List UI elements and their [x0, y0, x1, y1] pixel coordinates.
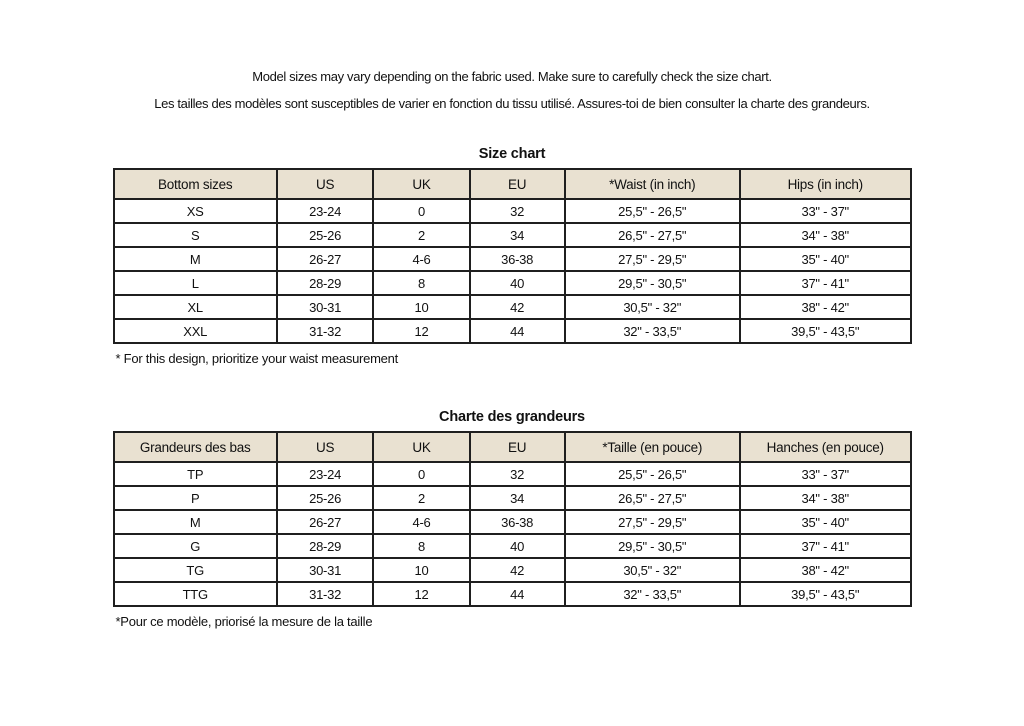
- table-cell: 34: [471, 487, 566, 511]
- table-cell: 38" - 42": [741, 559, 912, 583]
- table-cell: 44: [471, 320, 566, 344]
- table-cell: 42: [471, 559, 566, 583]
- table-cell: 0: [374, 463, 470, 487]
- table-row: [115, 248, 912, 272]
- table-cell: 26-27: [278, 511, 374, 535]
- table-row: [115, 200, 912, 224]
- header-row: [115, 170, 912, 200]
- table-cell: 33" - 37": [741, 463, 912, 487]
- table-cell: 8: [374, 535, 470, 559]
- column-header: EU: [471, 170, 566, 200]
- table-row: [115, 320, 912, 344]
- column-header: US: [278, 433, 374, 463]
- table-cell: XS: [115, 200, 278, 224]
- table-cell: 27,5" - 29,5": [566, 511, 741, 535]
- column-header: *Taille (en pouce): [566, 433, 741, 463]
- table-cell: 25,5" - 26,5": [566, 200, 741, 224]
- table-cell: 29,5" - 30,5": [566, 535, 741, 559]
- table-cell: 12: [374, 583, 470, 607]
- table-row: [115, 463, 912, 487]
- table-cell: P: [115, 487, 278, 511]
- table-cell: 32: [471, 463, 566, 487]
- table-cell: 30-31: [278, 296, 374, 320]
- table-cell: 10: [374, 559, 470, 583]
- column-header: Hips (in inch): [741, 170, 912, 200]
- table-row: [115, 511, 912, 535]
- table-cell: 28-29: [278, 535, 374, 559]
- table-cell: 23-24: [278, 200, 374, 224]
- size-chart-table-fr: [113, 431, 912, 607]
- table-cell: 34" - 38": [741, 224, 912, 248]
- table-cell: 35" - 40": [741, 248, 912, 272]
- table-cell: 34" - 38": [741, 487, 912, 511]
- table-cell: 25,5" - 26,5": [566, 463, 741, 487]
- column-header: UK: [374, 433, 470, 463]
- table-cell: 37" - 41": [741, 272, 912, 296]
- table-cell: 34: [471, 224, 566, 248]
- table-cell: 26,5" - 27,5": [566, 224, 741, 248]
- table-cell: G: [115, 535, 278, 559]
- table-cell: 4-6: [374, 511, 470, 535]
- table-cell: 8: [374, 272, 470, 296]
- table-cell: 33" - 37": [741, 200, 912, 224]
- table-cell: 30,5" - 32": [566, 559, 741, 583]
- table-row: [115, 583, 912, 607]
- size-chart-footnote-fr: *Pour ce modèle, priorisé la mesure de la taille: [115, 614, 373, 629]
- table-cell: 40: [471, 535, 566, 559]
- table-cell: 26-27: [278, 248, 374, 272]
- table-cell: TTG: [115, 583, 278, 607]
- table-cell: 30,5" - 32": [566, 296, 741, 320]
- intro-text-en: Model sizes may vary depending on the fabric used. Make sure to carefully check the size chart.: [252, 69, 772, 84]
- table-cell: 44: [471, 583, 566, 607]
- table-cell: 42: [471, 296, 566, 320]
- table-cell: 38" - 42": [741, 296, 912, 320]
- header-row: [115, 433, 912, 463]
- table-cell: 10: [374, 296, 470, 320]
- size-chart-title-fr: Charte des grandeurs: [439, 409, 585, 425]
- table-cell: 0: [374, 200, 470, 224]
- table-cell: XL: [115, 296, 278, 320]
- table-cell: 36-38: [471, 248, 566, 272]
- table-cell: 31-32: [278, 583, 374, 607]
- table-cell: 26,5" - 27,5": [566, 487, 741, 511]
- table-cell: 40: [471, 272, 566, 296]
- table-cell: 4-6: [374, 248, 470, 272]
- size-chart-title-en: Size chart: [478, 146, 546, 162]
- table-cell: 39,5" - 43,5": [741, 583, 912, 607]
- column-header: US: [278, 170, 374, 200]
- table-cell: 31-32: [278, 320, 374, 344]
- table-cell: M: [115, 511, 278, 535]
- column-header: *Waist (in inch): [566, 170, 741, 200]
- table-cell: 2: [374, 487, 470, 511]
- table-cell: TP: [115, 463, 278, 487]
- table-cell: 37" - 41": [741, 535, 912, 559]
- table-row: [115, 559, 912, 583]
- table-cell: 23-24: [278, 463, 374, 487]
- table-cell: 32" - 33,5": [566, 583, 741, 607]
- table-cell: XXL: [115, 320, 278, 344]
- column-header: Bottom sizes: [115, 170, 278, 200]
- table-cell: 35" - 40": [741, 511, 912, 535]
- intro-text-fr: Les tailles des modèles sont susceptibles de varier en fonction du tissu utilisé. Assures-toi de bien consulter la charte des grandeurs.: [154, 96, 870, 111]
- table-cell: 27,5" - 29,5": [566, 248, 741, 272]
- table-row: [115, 296, 912, 320]
- table-cell: 12: [374, 320, 470, 344]
- table-cell: 29,5" - 30,5": [566, 272, 741, 296]
- column-header: Grandeurs des bas: [115, 433, 278, 463]
- column-header: Hanches (en pouce): [741, 433, 912, 463]
- table-cell: 25-26: [278, 487, 374, 511]
- table-cell: 39,5" - 43,5": [741, 320, 912, 344]
- column-header: UK: [374, 170, 470, 200]
- size-chart-section-fr: [113, 409, 912, 629]
- table-cell: 30-31: [278, 559, 374, 583]
- table-cell: TG: [115, 559, 278, 583]
- table-cell: 28-29: [278, 272, 374, 296]
- size-chart-section-en: [113, 146, 912, 366]
- table-row: [115, 272, 912, 296]
- table-cell: M: [115, 248, 278, 272]
- table-cell: 25-26: [278, 224, 374, 248]
- table-cell: L: [115, 272, 278, 296]
- table-row: [115, 487, 912, 511]
- table-cell: 2: [374, 224, 470, 248]
- table-cell: 32: [471, 200, 566, 224]
- table-row: [115, 535, 912, 559]
- size-chart-footnote-en: * For this design, prioritize your waist measurement: [115, 351, 399, 366]
- table-row: [115, 224, 912, 248]
- table-cell: 32" - 33,5": [566, 320, 741, 344]
- table-cell: 36-38: [471, 511, 566, 535]
- size-chart-table-en: [113, 168, 912, 344]
- column-header: EU: [471, 433, 566, 463]
- table-cell: S: [115, 224, 278, 248]
